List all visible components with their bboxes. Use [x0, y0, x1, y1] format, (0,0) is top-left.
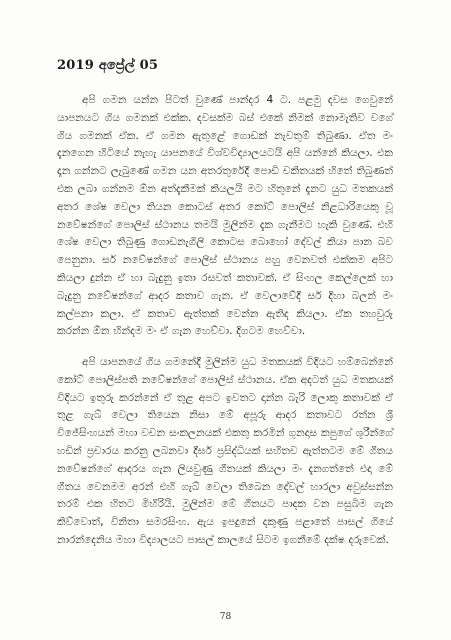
- paragraph-1: අපි ගමන යන්න පිටත් වුණේ පාන්දර 4 ට. පළමු දවස ගෙවුනේ යාපනයට ගිය ගමනක් එක්ක. දවසක්ම බස් එකේ නිමක් නොමැතිව වගේ ගිය ගමනක් ඒක. ඒ ගමන ඇතුළේ ගොඩක් නැවතුම් තිබුණා. ඒත මං දැනගෙන හිටියේ නැහැ යාපනයේ විශ්වවිද්‍යාලයටයි අපි යන්නේ කියලා. එක දෑන ගන්නට ලැබුණේ ගමන යන අතරතුරේදී පොඩි චකිතයක් හිතේ තිබුණත් එක ලබා ගන්නම ඕන අත්දැකීමක් කියලයි මට හිතුනේ දැනට යුධ මතකයක් අතර ශේෂ වෙලා තියන කොටස් අතර කෝට් පොලිස් නිළධාරියෙකු වූ නවේෂන්ගේ පොලිස් ස්ථානය තමයි මුලින්ම දැක ගැනීමට හැකි වුණේ. එහි ශේෂ වෙලා තිබුණු ගොඩනැගිලි කොටස බොහෝ දේවල් කියා පාන බව පෙනුනා. සර් නවේෂන්ගේ පොලිස් ස්ථානය පහු වෙනවත් එක්කම අපිට කියලා දුන්න ඒ හා බැදුනු ඉතා රසවත් කතාවක්. ඒ සිංහල කෙල්ලෙක් හා බැදුනු නවේෂන්ගේ ආදර කතාව ගැන. ඒ වෙලාවේදී සර් දිහා බලන් මං කල්පනා කලා. ඒ කතාව ඇත්තක් වෙන්න ඇතිද කියලා. ඒක තහවුරු කරන්න ඕන හින්දම මං ඒ ගැන හෙව්වා. දිගටම හෙව්වා.: [57, 94, 393, 338]
- entry-date-heading: 2019 අප්‍රේල් 05: [57, 58, 159, 73]
- page-number: 78: [219, 612, 232, 622]
- paragraph-2: අපි යාපනයේ ගිය ගමනේදී මුලින්ම යුධ මතකයක් විදියට හම්බෙන්නේ කෝට් පොලිස්පති නවේෂන්ගේ පොලිස් ස්ථානය. ඒක අදටත් යුධ මතකයක් විදියට ඉතුරු කරන්නේ ඒ තුළ අපට ඉවතට දාන්න බැරි ලොකු කතාවක් ඒ තුළ ගැබ් වෙලා තියෙන නිසා මේ අපූරු ආදර කතාවට රත්න ශ්‍රී විජේසිංහයන් මහා වචන සංකලනයක් එකතු කරමින් ගුනදාස කපුගේ ශූරීන්ගේ හඩින් ප්‍රචාරය කරනු ලබනවා දීර්ඝ ප්‍රසිද්ධියක් සහිතව ඇත්තටම මේ ගීතය නවේෂන්ගේ ආදරය ගැන ලියවුණු ගීතයක් කියලා මං දැනගත්තේ එදා මේ ගීතය වෙනමම අරන් එහි ගැබ් වෙලා තිබෙන දේවල් හාරලා අවුස්සන්න තරම් එක හිතට මිහිරියි. මුලින්ම මේ ගීතයට පාදක වන පසුබිම ගැන කිව්වොත්, විනිතා සමරසිංහ. ඇය ඉපදුනේ දකුණු පළාතේ පාසල් ගියේ නාරන්දෙනිය මහා විද්‍යාලයට පාසල් කාලයේ සිටම ඉගනීමේ දක්ෂ දරුවෙක්.: [57, 356, 393, 546]
